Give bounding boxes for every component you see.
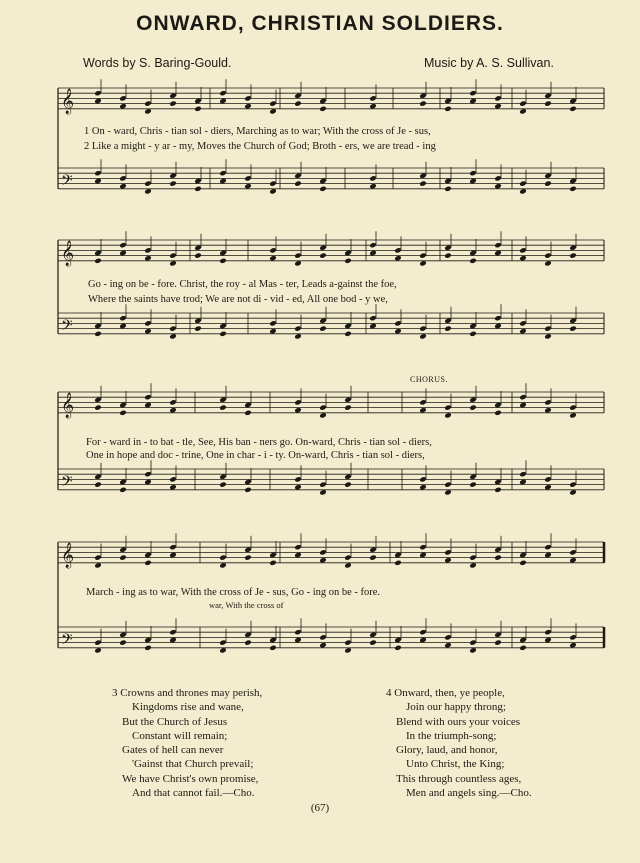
notehead [319, 325, 327, 331]
notehead [94, 481, 102, 487]
notehead [519, 645, 527, 651]
lyric-s3-verse1: For - ward in - to bat - tle, See, His ban - ners go. On-ward, Chris - tian sol - diers, [86, 437, 432, 448]
bass-clef-icon: 𝄢 [61, 171, 73, 193]
notehead [319, 186, 327, 192]
lyric-s2-verse2: Where the saints have trod; We are not di - vid - ed, All one bod - y we, [88, 294, 388, 305]
verse-4-line: Join our happy throng; [406, 701, 506, 714]
notehead [144, 645, 152, 651]
verse-3 [112, 686, 262, 800]
notehead [544, 100, 552, 106]
page-number: (67) [310, 802, 330, 814]
notehead [394, 560, 402, 566]
notehead [219, 481, 227, 487]
notehead [219, 258, 227, 264]
notehead [369, 639, 377, 645]
verse-3-line: 3 Crowns and thrones may perish, [112, 687, 263, 699]
verse-4-line: Unto Christ, the King; [406, 758, 505, 771]
notehead [544, 180, 552, 186]
notehead [494, 487, 502, 493]
notehead [394, 645, 402, 651]
notehead [144, 560, 152, 566]
lyric-s2-verse1: Go - ing on be - fore. Christ, the roy - al Mas - ter, Leads a-gainst the foe, [88, 279, 397, 290]
verse-3-line: Gates of hell can never [122, 744, 224, 757]
lyric-s1-verse2: 2 Like a might - y ar - my, Moves the Church of God; Broth - ers, we are tread - ing [84, 141, 436, 152]
notehead [469, 258, 477, 264]
notehead [419, 100, 427, 106]
lyric-s3-verse2: One in hope and doc - trine, One in char - i - ty. On-ward, Chris - tian sol - diers, [86, 450, 425, 461]
notehead [444, 106, 452, 112]
lyric-s4-verse1: March - ing as to war, With the cross of Je - sus, Go - ing on be - fore. [86, 587, 381, 598]
notehead [94, 404, 102, 410]
verse-4-line: Blend with ours your voices [396, 715, 521, 728]
notehead [244, 410, 252, 416]
verse-4-line: This through countless ages, [396, 772, 522, 785]
words-credit: Words by S. Baring-Gould. [83, 56, 232, 70]
notehead [194, 186, 202, 192]
verse-3-line: 'Gainst that Church prevail; [132, 758, 254, 771]
notehead [119, 639, 127, 645]
notehead [244, 487, 252, 493]
notehead [319, 252, 327, 258]
notehead [469, 404, 477, 410]
verse-3-line: Kingdoms rise and wane, [132, 701, 244, 714]
notehead [169, 180, 177, 186]
notehead [444, 252, 452, 258]
hymn-title: ONWARD, CHRISTIAN SOLDIERS. [136, 12, 504, 35]
bass-clef-icon: 𝄢 [61, 630, 73, 652]
notehead [194, 252, 202, 258]
notehead [569, 106, 577, 112]
music-credit: Music by A. S. Sullivan. [424, 56, 554, 70]
verse-4-line: Men and angels sing.—Cho. [406, 787, 532, 800]
notehead [344, 331, 352, 337]
notehead [369, 554, 377, 560]
verse-3-line: Constant will remain; [132, 729, 228, 742]
notehead [294, 180, 302, 186]
notehead [519, 560, 527, 566]
notehead [219, 404, 227, 410]
notehead [569, 186, 577, 192]
notehead [419, 180, 427, 186]
treble-clef-icon: 𝄞 [61, 88, 75, 114]
verse-4-line: In the triumph-song; [406, 729, 497, 742]
bass-clef-icon: 𝄢 [61, 316, 73, 338]
notehead [319, 106, 327, 112]
verse-4 [386, 686, 532, 800]
treble-clef-icon: 𝄞 [61, 542, 75, 568]
notehead [194, 325, 202, 331]
notehead [469, 481, 477, 487]
verse-4-line: Glory, laud, and honor, [396, 744, 498, 757]
notehead [269, 560, 277, 566]
notehead [94, 258, 102, 264]
chorus-label: CHORUS. [410, 375, 448, 384]
notehead [169, 100, 177, 106]
lyric-s1-verse1: 1 On - ward, Chris - tian sol - diers, Marching as to war; With the cross of Je - sus, [84, 126, 431, 137]
notehead [569, 252, 577, 258]
lyric-s4-bass: war, With the cross of [209, 600, 284, 610]
notehead [294, 100, 302, 106]
notehead [444, 186, 452, 192]
notehead [269, 645, 277, 651]
notehead [244, 554, 252, 560]
notehead [119, 487, 127, 493]
treble-clef-icon: 𝄞 [61, 240, 75, 266]
notehead [119, 410, 127, 416]
verse-3-line: But the Church of Jesus [122, 715, 228, 728]
notehead [494, 410, 502, 416]
notehead [344, 481, 352, 487]
notehead [344, 258, 352, 264]
notehead [94, 331, 102, 337]
notehead [444, 325, 452, 331]
notehead [119, 554, 127, 560]
notehead [494, 639, 502, 645]
verse-3-line: And that cannot fail.—Cho. [132, 787, 255, 800]
treble-clef-icon: 𝄞 [61, 392, 75, 418]
notehead [569, 325, 577, 331]
notehead [344, 404, 352, 410]
notehead [194, 106, 202, 112]
verse-3-line: We have Christ's own promise, [122, 772, 259, 785]
notehead [244, 639, 252, 645]
notehead [469, 331, 477, 337]
bass-clef-icon: 𝄢 [61, 472, 73, 494]
verse-4-line: 4 Onward, then, ye people, [386, 687, 505, 699]
notehead [219, 331, 227, 337]
notehead [494, 554, 502, 560]
